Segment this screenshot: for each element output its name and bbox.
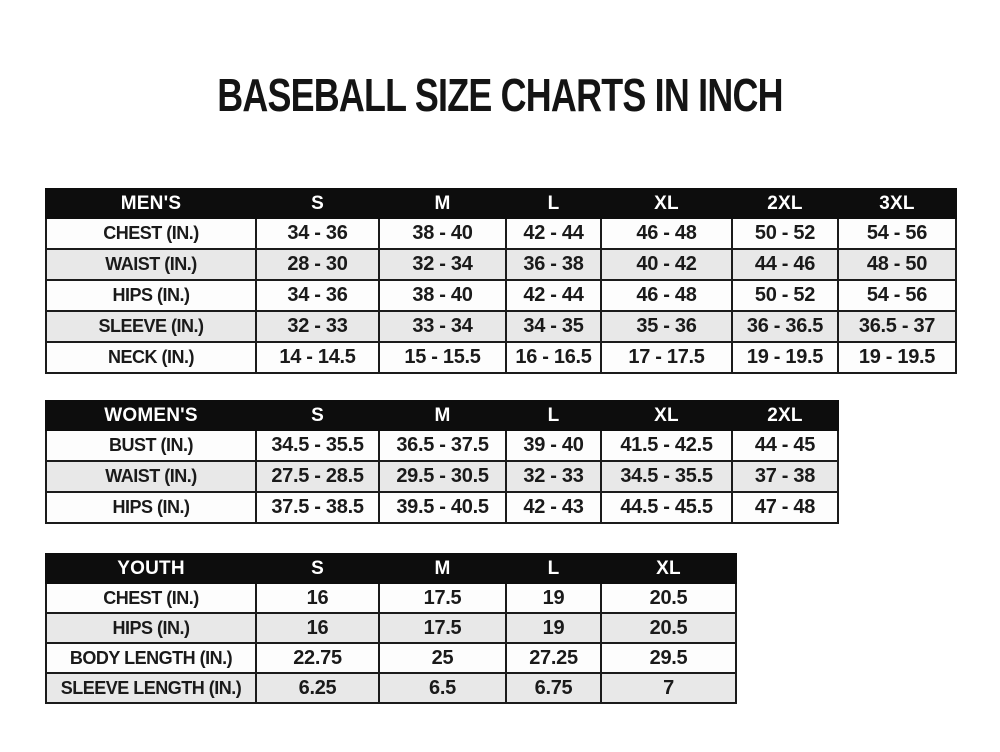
size-column-header: L (506, 401, 601, 430)
size-value-cell: 16 (256, 613, 379, 643)
size-value-cell: 34 - 36 (256, 218, 379, 249)
mens-size-table (45, 188, 957, 374)
size-value-cell: 44 - 45 (732, 430, 838, 461)
size-column-header: L (506, 554, 601, 583)
size-value-cell: 17.5 (379, 583, 506, 613)
table-row (46, 583, 736, 613)
size-value-cell: 17.5 (379, 613, 506, 643)
size-value-cell: 27.25 (506, 643, 601, 673)
size-value-cell: 28 - 30 (256, 249, 379, 280)
womens-header-row (46, 401, 838, 430)
size-value-cell: 20.5 (601, 583, 736, 613)
size-value-cell: 34.5 - 35.5 (256, 430, 379, 461)
size-value-cell: 46 - 48 (601, 218, 732, 249)
size-value-cell: 19 (506, 613, 601, 643)
size-value-cell: 16 (256, 583, 379, 613)
table-row (46, 673, 736, 703)
table-row (46, 613, 736, 643)
size-column-header: 2XL (732, 189, 838, 218)
table-row (46, 280, 956, 311)
measurement-label: HIPS (IN.) (46, 613, 256, 643)
size-value-cell: 19 (506, 583, 601, 613)
size-column-header: XL (601, 189, 732, 218)
measurement-label: SLEEVE LENGTH (IN.) (46, 673, 256, 703)
size-column-header: 3XL (838, 189, 956, 218)
size-column-header: 2XL (732, 401, 838, 430)
size-value-cell: 19 - 19.5 (732, 342, 838, 373)
size-value-cell: 47 - 48 (732, 492, 838, 523)
page-title: BASEBALL SIZE CHARTS IN INCH (217, 69, 783, 121)
size-value-cell: 32 - 34 (379, 249, 506, 280)
table-row (46, 342, 956, 373)
size-column-header: S (256, 189, 379, 218)
measurement-label: CHEST (IN.) (46, 583, 256, 613)
measurement-label: BODY LENGTH (IN.) (46, 643, 256, 673)
size-value-cell: 54 - 56 (838, 280, 956, 311)
size-value-cell: 40 - 42 (601, 249, 732, 280)
size-column-header: XL (601, 554, 736, 583)
size-column-header: M (379, 554, 506, 583)
measurement-label: SLEEVE (IN.) (46, 311, 256, 342)
table-row (46, 643, 736, 673)
size-value-cell: 42 - 44 (506, 280, 601, 311)
size-column-header: M (379, 401, 506, 430)
size-value-cell: 29.5 - 30.5 (379, 461, 506, 492)
size-value-cell: 34.5 - 35.5 (601, 461, 732, 492)
table-row (46, 249, 956, 280)
table-row (46, 430, 838, 461)
size-value-cell: 33 - 34 (379, 311, 506, 342)
measurement-label: CHEST (IN.) (46, 218, 256, 249)
measurement-label: WAIST (IN.) (46, 461, 256, 492)
size-value-cell: 42 - 43 (506, 492, 601, 523)
size-column-header: S (256, 554, 379, 583)
size-value-cell: 46 - 48 (601, 280, 732, 311)
womens-group-label: WOMEN'S (46, 401, 256, 430)
measurement-label: WAIST (IN.) (46, 249, 256, 280)
size-value-cell: 39 - 40 (506, 430, 601, 461)
size-value-cell: 19 - 19.5 (838, 342, 956, 373)
size-value-cell: 17 - 17.5 (601, 342, 732, 373)
size-value-cell: 34 - 36 (256, 280, 379, 311)
size-value-cell: 25 (379, 643, 506, 673)
size-value-cell: 44.5 - 45.5 (601, 492, 732, 523)
size-value-cell: 36 - 38 (506, 249, 601, 280)
size-value-cell: 20.5 (601, 613, 736, 643)
size-value-cell: 6.75 (506, 673, 601, 703)
table-row (46, 492, 838, 523)
size-value-cell: 39.5 - 40.5 (379, 492, 506, 523)
size-value-cell: 37.5 - 38.5 (256, 492, 379, 523)
size-value-cell: 36 - 36.5 (732, 311, 838, 342)
youth-size-table (45, 553, 737, 704)
size-value-cell: 37 - 38 (732, 461, 838, 492)
size-value-cell: 54 - 56 (838, 218, 956, 249)
size-value-cell: 36.5 - 37 (838, 311, 956, 342)
size-value-cell: 32 - 33 (506, 461, 601, 492)
size-value-cell: 22.75 (256, 643, 379, 673)
size-value-cell: 41.5 - 42.5 (601, 430, 732, 461)
size-value-cell: 15 - 15.5 (379, 342, 506, 373)
size-column-header: S (256, 401, 379, 430)
size-column-header: M (379, 189, 506, 218)
size-value-cell: 29.5 (601, 643, 736, 673)
size-column-header: L (506, 189, 601, 218)
measurement-label: HIPS (IN.) (46, 280, 256, 311)
size-value-cell: 6.25 (256, 673, 379, 703)
size-value-cell: 32 - 33 (256, 311, 379, 342)
size-value-cell: 50 - 52 (732, 280, 838, 311)
mens-header-row (46, 189, 956, 218)
mens-group-label: MEN'S (46, 189, 256, 218)
measurement-label: HIPS (IN.) (46, 492, 256, 523)
measurement-label: BUST (IN.) (46, 430, 256, 461)
measurement-label: NECK (IN.) (46, 342, 256, 373)
womens-size-table (45, 400, 839, 524)
size-value-cell: 27.5 - 28.5 (256, 461, 379, 492)
size-value-cell: 38 - 40 (379, 280, 506, 311)
size-value-cell: 42 - 44 (506, 218, 601, 249)
size-value-cell: 16 - 16.5 (506, 342, 601, 373)
size-value-cell: 50 - 52 (732, 218, 838, 249)
youth-header-row (46, 554, 736, 583)
size-value-cell: 34 - 35 (506, 311, 601, 342)
size-column-header: XL (601, 401, 732, 430)
size-value-cell: 14 - 14.5 (256, 342, 379, 373)
size-value-cell: 6.5 (379, 673, 506, 703)
table-row (46, 461, 838, 492)
table-row (46, 311, 956, 342)
youth-group-label: YOUTH (46, 554, 256, 583)
size-value-cell: 44 - 46 (732, 249, 838, 280)
size-value-cell: 48 - 50 (838, 249, 956, 280)
size-value-cell: 36.5 - 37.5 (379, 430, 506, 461)
size-value-cell: 35 - 36 (601, 311, 732, 342)
size-value-cell: 7 (601, 673, 736, 703)
size-value-cell: 38 - 40 (379, 218, 506, 249)
table-row (46, 218, 956, 249)
